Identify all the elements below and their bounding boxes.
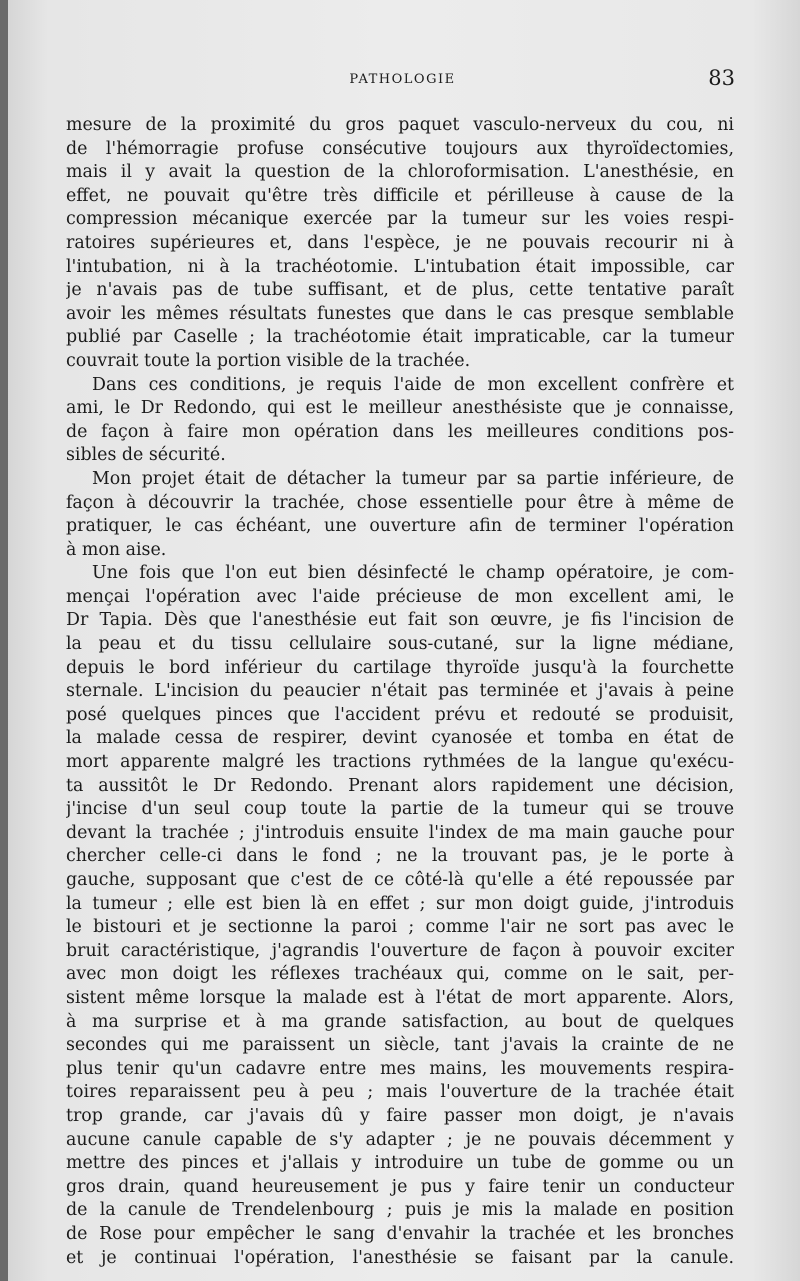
text-line: façon à découvrir la trachée, chose essentielle pour être à même de <box>66 492 734 513</box>
text-line: de l'hémorragie profuse consécutive toujours aux thyroïdectomies, <box>66 138 734 159</box>
text-line: secondes qui me paraissent un siècle, tant j'avais la crainte de ne <box>66 1035 734 1056</box>
text-line: posé quelques pinces que l'accident prévu et redouté se produisit, <box>66 704 734 725</box>
text-line: publié par Caselle ; la trachéotomie était impraticable, car la tumeur <box>66 327 734 348</box>
text-line: mençai l'opération avec l'aide précieuse de mon excellent ami, le <box>66 586 734 607</box>
text-line <box>66 1270 734 1281</box>
text-line: sistent même lorsque la malade est à l'état de mort apparente. Alors, <box>66 987 734 1008</box>
text-line: ratoires supérieures et, dans l'espèce, je ne pouvais recourir ni à <box>66 232 734 253</box>
text-line: avec mon doigt les réflexes trachéaux qui, comme on le sait, per- <box>66 964 734 985</box>
text-line: avoir les mêmes résultats funestes que dans le cas presque semblable <box>66 303 734 324</box>
text-line: chercher celle-ci dans le fond ; ne la trouvant pas, je le porte à <box>66 846 734 867</box>
text-line: ta aussitôt le Dr Redondo. Prenant alors rapidement une décision, <box>66 775 734 796</box>
text-line: depuis le bord inférieur du cartilage thyroïde jusqu'à la fourchette <box>66 657 734 678</box>
text-line: pratiquer, le cas échéant, une ouverture afin de terminer l'opération <box>66 516 734 537</box>
text-line: de Rose pour empêcher le sang d'envahir la trachée et les bronches <box>66 1223 734 1244</box>
text-line: à ma surprise et à ma grande satisfaction, au bout de quelques <box>66 1011 734 1032</box>
page-number: 83 <box>708 66 735 90</box>
text-line: aucune canule capable de s'y adapter ; je ne pouvais décemment y <box>66 1129 734 1150</box>
text-line: devant la trachée ; j'introduis ensuite l'index de ma main gauche pour <box>66 822 734 843</box>
scan-edge <box>0 0 8 1281</box>
text-line: j'incise d'un seul coup toute la partie de la tumeur qui se trouve <box>66 799 734 820</box>
text-line: l'intubation, ni à la trachéotomie. L'intubation était impossible, car <box>66 256 734 277</box>
text-line: de la canule de Trendelenbourg ; puis je mis la malade en position <box>66 1200 734 1221</box>
text-line: je n'avais pas de tube suffisant, et de plus, cette tentative paraît <box>66 280 734 301</box>
text-line: gros drain, quand heureusement je pus y faire tenir un conducteur <box>66 1176 734 1197</box>
body-text <box>66 114 734 1281</box>
text-line: toires reparaissent peu à peu ; mais l'ouverture de la trachée était <box>66 1082 734 1103</box>
text-line: mais il y avait la question de la chloroformisation. L'anesthésie, en <box>66 162 734 183</box>
text-line: sternale. L'incision du peaucier n'était pas terminée et j'avais à peine <box>66 681 734 702</box>
text-line: ami, le Dr Redondo, qui est le meilleur anesthésiste que je connaisse, <box>66 398 734 419</box>
text-line: bruit caractéristique, j'agrandis l'ouverture de façon à pouvoir exciter <box>66 940 734 961</box>
text-line: à mon aise. <box>66 539 167 560</box>
text-line: trop grande, car j'avais dû y faire passer mon doigt, je n'avais <box>66 1105 734 1126</box>
running-head: PATHOLOGIE <box>349 72 456 87</box>
text-line: le bistouri et je sectionne la paroi ; comme l'air ne sort pas avec le <box>66 917 734 938</box>
text-line: Dans ces conditions, je requis l'aide de mon excellent confrère et <box>92 374 734 395</box>
text-line: Une fois que l'on eut bien désinfecté le champ opératoire, je com- <box>92 563 734 584</box>
page-header <box>70 64 735 104</box>
text-line: mesure de la proximité du gros paquet vasculo-nerveux du cou, ni <box>66 115 734 135</box>
text-line: effet, ne pouvait qu'être très difficile et périlleuse à cause de la <box>66 185 734 206</box>
text-line: sibles de sécurité. <box>66 445 226 466</box>
text-line: la tumeur ; elle est bien là en effet ; sur mon doigt guide, j'introduis <box>66 893 734 914</box>
text-line: plus tenir qu'un cadavre entre mes mains, les mouvements respira- <box>66 1058 734 1079</box>
text-line: mort apparente malgré les tractions rythmées de la langue qu'exécu- <box>66 752 734 773</box>
text-line: Dr Tapia. Dès que l'anesthésie eut fait son œuvre, je fis l'incision de <box>66 610 734 631</box>
text-line: compression mécanique exercée par la tumeur sur les voies respi- <box>66 209 734 230</box>
text-line: couvrait toute la portion visible de la trachée. <box>66 350 471 371</box>
text-line: mettre des pinces et j'allais y introduire un tube de gomme ou un <box>66 1153 734 1174</box>
text-line: gauche, supposant que c'est de ce côté-là qu'elle a été repoussée par <box>66 870 734 890</box>
text-line: Mon projet était de détacher la tumeur par sa partie inférieure, de <box>92 468 734 489</box>
text-line: de façon à faire mon opération dans les meilleures conditions pos- <box>66 421 734 442</box>
text-line: la peau et du tissu cellulaire sous-cutané, sur la ligne médiane, <box>66 634 734 655</box>
text-line: la malade cessa de respirer, devint cyanosée et tomba en état de <box>66 728 734 749</box>
text-line: et je continuai l'opération, l'anesthésie se faisant par la canule. <box>66 1247 734 1268</box>
